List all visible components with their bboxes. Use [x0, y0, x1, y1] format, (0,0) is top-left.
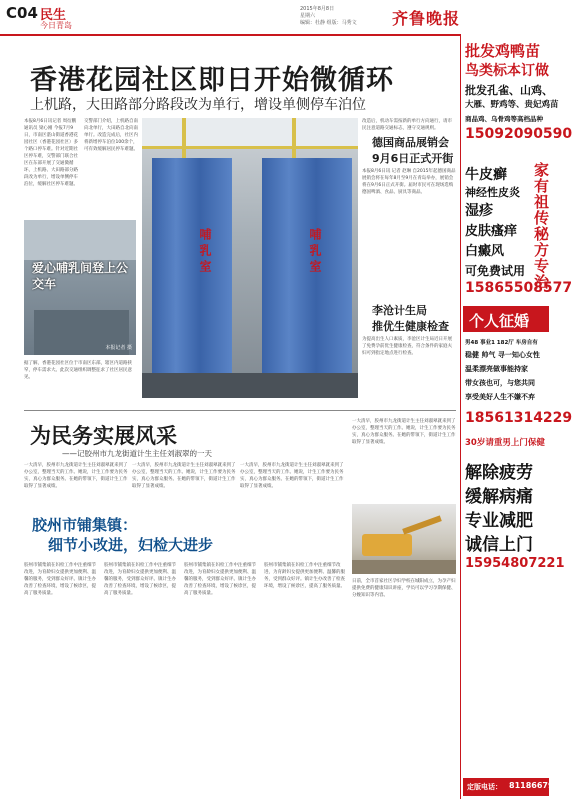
ad-phone: 15092090590: [465, 126, 572, 142]
photo-nursing-room: [24, 220, 136, 355]
ad-text: 带女孩也可，与您共同: [465, 379, 535, 387]
article-title: 9月6日正式开街: [372, 152, 454, 165]
classified-ads: [460, 34, 572, 799]
article-column: 据了解，香港花园社区位于市南区东部，辖区内道路狭窄，停车需求大。此次交通组织调整征求了社区居民意见。: [24, 361, 132, 380]
ad-text: 解除疲劳: [465, 463, 533, 483]
ad-text: 批发孔雀、山鸡、: [465, 84, 553, 97]
page-subhead: 上机路，大田路部分路段改为单行，增设单侧停车泊位: [30, 97, 366, 113]
ad-text: 湿疹: [465, 203, 493, 219]
curtain-label-right: 哺乳室: [308, 228, 322, 276]
ad-text: 缓解病痛: [465, 487, 533, 507]
ad-text: 温柔漂亮做事能持家: [465, 365, 528, 373]
ad-text: 可免费试用: [465, 264, 526, 278]
ad-title: 鸟类标本订做: [465, 63, 549, 79]
ad-phone: 15865508577: [465, 280, 572, 296]
photo-construction: [352, 504, 456, 574]
ad-text: 商品鸡、乌骨鸡等高档品种: [465, 115, 543, 123]
ad-phone: 18561314229: [465, 410, 572, 426]
article-column: 一大清早，胶州市九龙街道计生主任刘淑翠就来到了办公室，整理当天的工作。她说，计生工作要为民务实，真心为群众服务。在她的带领下，街道计生工作取得了显著成绩。: [240, 463, 344, 489]
ad-footer-label: 定版电话：: [467, 783, 502, 791]
ad-text: 诚信上门: [465, 535, 533, 555]
photo-bus-interior: [142, 118, 358, 398]
ad-text: 白癜风: [465, 244, 505, 259]
ad-title: 批发鸡鸭苗: [465, 42, 541, 60]
ad-text: 牛皮癣: [465, 167, 507, 183]
article-column: 一大清早，胶州市九龙街道计生主任刘淑翠就来到了办公室，整理当天的工作。她说，计生工作要为民务实，真心为群众服务。在她的带领下，街道计生工作取得了显著成绩。: [24, 463, 128, 489]
newspaper-logo: 齐鲁晚报: [392, 9, 461, 28]
article-column: 本报8月6日讯记者 周衍鹏 通讯员 梁心刚 今报7月9日，市南区湛山街道香港花园社区（香港花园社区）多个路口停车难。针对近期社区停车难，交警部门联合社区在东部开展了交通微循环，上机路、大田路部分路段改为单行，增设单侧停车泊位，缓解社区停车难题。: [24, 119, 78, 187]
ad-banner: [463, 306, 549, 332]
curtain-label-left: 哺乳室: [198, 228, 212, 276]
article-title: 李沧计生局: [372, 304, 427, 317]
article-column: 胶州市铺集镇在妇检工作中注重细节改进，为育龄妇女提供更加便利、温馨的服务，受到群众好评。镇计生办改善了检查环境，增设了候诊区，提高了服务质量。: [24, 563, 96, 596]
ad-footer: [463, 778, 554, 796]
article-title: 推优生健康检查: [372, 320, 449, 333]
section-code: C04: [6, 4, 38, 22]
section-divider: [24, 410, 456, 411]
ad-text: 皮肤瘙痒: [465, 224, 518, 239]
article-column: 胶州市铺集镇在妇检工作中注重细节改进，为育龄妇女提供更加便利、温馨的服务，受到群众好评。镇计生办改善了检查环境，增设了候诊区，提高了服务质量。: [104, 563, 176, 596]
ad-vertical-text: 家有祖传秘方专治: [532, 162, 550, 290]
issue-date: 2015年8月8日 星期六 编辑：杜静 组版：马秀文: [300, 6, 357, 26]
article-body: 为提高出生人口素质，李沧区计生局近日开展了免费孕前优生健康检查，符合条件的家庭夫妇可到指定地点进行检查。: [362, 337, 452, 356]
article-column: 胶州市铺集镇在妇检工作中注重细节改进，为育龄妇女提供更加便利、温馨的服务，受到群众好评。镇计生办改善了检查环境，增设了候诊区，提高了服务质量。: [264, 563, 345, 589]
article-column: 一大清早，胶州市九龙街道计生主任刘淑翠就来到了办公室，整理当天的工作。她说，计生工作要为民务实，真心为群众服务。在她的带领下，街道计生工作取得了显著成绩。: [132, 463, 236, 489]
section-sub: 今日青岛: [40, 21, 72, 30]
ad-text: 享受美好人生不嫌不弃: [465, 393, 535, 401]
photo-caption: 爱心哺乳间登上公交车: [32, 261, 129, 291]
article-title: 德国商品展销会: [372, 136, 449, 149]
ad-text: 稳健 帅气 寻一知心女性: [465, 351, 540, 359]
article-column: 改造后，机动车需按新的单行方向通行，请市民注意道路交通标志，遵守交通规则。: [362, 119, 452, 131]
masthead: [0, 0, 550, 36]
ad-text: 大雁、野鸡等、贵妃鸡苗: [465, 100, 559, 110]
feature-headline: 为民务实展风采: [30, 424, 177, 448]
ad-phone: 15954807221: [465, 556, 565, 571]
ad-text: 神经性皮炎: [465, 186, 520, 199]
ad-text: 专业减肥: [465, 511, 533, 531]
article-column: 一大清早，胶州市九龙街道计生主任刘淑翠就来到了办公室，整理当天的工作。她说，计生工作要为民务实，真心为群众服务。在她的带领下，街道计生工作取得了显著成绩。: [352, 419, 456, 445]
feature-subhead: ——记胶州市九龙街道计生主任刘淑翠的一天: [62, 449, 212, 458]
section-name: 民生: [40, 8, 67, 23]
story-headline-2: 细节小改进，妇检大进步: [48, 536, 214, 554]
photo-credit: 本报记者 摄: [105, 345, 132, 351]
article-body: 本报8月6日讯 记者 赵琳 自2015年起德国商品展销会将在每年8月至9月在青岛举办，展销会将在9月6日正式开街。届时市民可在现场选购德国啤酒、食品、厨具等商品。: [362, 169, 456, 195]
ad-text: 男48 事业1 182厅 车房自有: [465, 340, 538, 346]
article-column: 胶州市铺集镇在妇检工作中注重细节改进，为育龄妇女提供更加便利、温馨的服务，受到群众好评。镇计生办改善了检查环境，增设了候诊区，提高了服务质量。: [184, 563, 256, 596]
article-column: 日前，全市首家社区孕妇学校在城阳成立，为孕产妇提供免费的健康知识讲座，学员可以学习孕期保健、分娩知识等内容。: [352, 579, 456, 598]
page-headline: 香港花园社区即日开始微循环: [30, 65, 394, 96]
ad-text: 30岁请重男上门保健: [465, 438, 545, 448]
story-headline: 胶州市铺集镇：: [32, 516, 138, 534]
ad-banner-text: 个人征婚: [469, 312, 530, 330]
ad-footer-phone: 81186679: [509, 781, 554, 790]
article-column: 交警部门介绍，上机路自南向北单行，大田路自北向南单行。改造完成后，社区内将新增停车泊位100余个，可有效缓解居民停车难题。: [84, 119, 138, 152]
